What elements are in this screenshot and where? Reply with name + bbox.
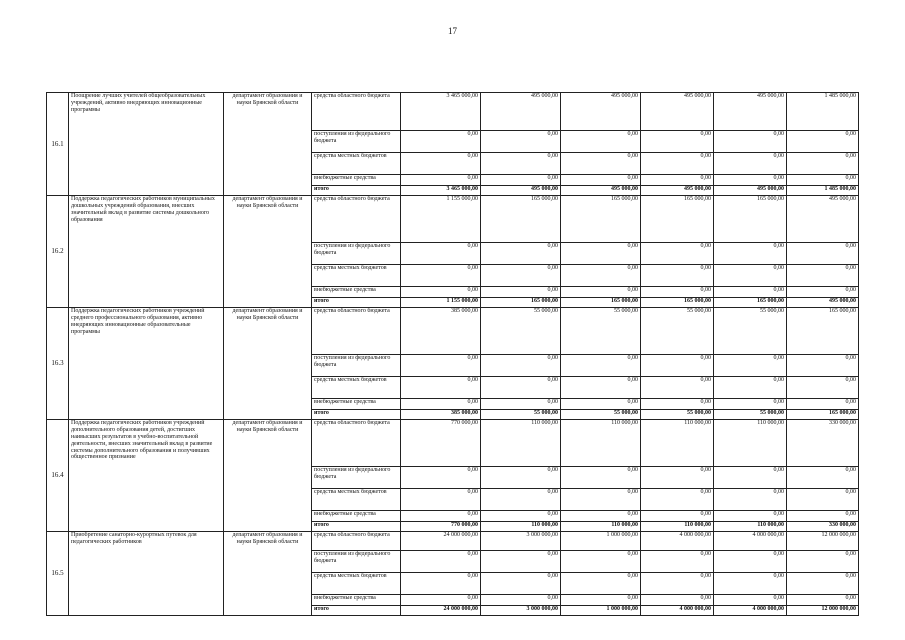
amount-cell: 0,00: [787, 377, 859, 399]
amount-cell: 0,00: [714, 243, 787, 265]
amount-cell: 1 000 000,00: [561, 606, 641, 616]
amount-cell: 55 000,00: [561, 308, 641, 355]
funding-source-label: средства местных бюджетов: [312, 265, 401, 287]
amount-cell: 0,00: [641, 265, 714, 287]
amount-cell: 55 000,00: [714, 308, 787, 355]
amount-cell: 0,00: [641, 511, 714, 522]
amount-cell: 0,00: [787, 399, 859, 410]
amount-cell: 24 000 000,00: [401, 532, 481, 551]
funding-source-label: внебюджетные средства: [312, 287, 401, 298]
total-label: итого: [312, 186, 401, 196]
table-row: [47, 420, 859, 467]
amount-cell: 55 000,00: [481, 308, 561, 355]
amount-cell: 0,00: [714, 467, 787, 489]
amount-cell: 0,00: [714, 551, 787, 573]
funding-source-label: средства областного бюджета: [312, 93, 401, 131]
amount-cell: 110 000,00: [481, 522, 561, 532]
amount-cell: 0,00: [641, 551, 714, 573]
amount-cell: 770 000,00: [401, 522, 481, 532]
amount-cell: 0,00: [641, 467, 714, 489]
amount-cell: 0,00: [714, 399, 787, 410]
amount-cell: 0,00: [714, 265, 787, 287]
amount-cell: 55 000,00: [641, 308, 714, 355]
amount-cell: 0,00: [714, 287, 787, 298]
amount-cell: 0,00: [401, 595, 481, 606]
item-number: 16.2: [47, 196, 69, 308]
amount-cell: 0,00: [714, 573, 787, 595]
amount-cell: 0,00: [481, 131, 561, 153]
amount-cell: 770 000,00: [401, 420, 481, 467]
amount-cell: 0,00: [641, 131, 714, 153]
amount-cell: 0,00: [401, 153, 481, 175]
responsible-executor: департамент образования и науки Брянской области: [224, 196, 312, 308]
amount-cell: 110 000,00: [714, 420, 787, 467]
amount-cell: 0,00: [787, 551, 859, 573]
amount-cell: 0,00: [401, 489, 481, 511]
amount-cell: 385 000,00: [401, 308, 481, 355]
amount-cell: 0,00: [561, 551, 641, 573]
funding-source-label: внебюджетные средства: [312, 399, 401, 410]
amount-cell: 0,00: [561, 153, 641, 175]
amount-cell: 0,00: [481, 551, 561, 573]
table-row: [47, 532, 859, 551]
amount-cell: 0,00: [481, 399, 561, 410]
amount-cell: 4 000 000,00: [714, 532, 787, 551]
amount-cell: 0,00: [714, 377, 787, 399]
amount-cell: 0,00: [641, 355, 714, 377]
amount-cell: 0,00: [641, 377, 714, 399]
budget-table: [46, 92, 859, 616]
amount-cell: 0,00: [561, 131, 641, 153]
amount-cell: 0,00: [561, 489, 641, 511]
table-row: [47, 196, 859, 243]
amount-cell: 110 000,00: [561, 420, 641, 467]
amount-cell: 165 000,00: [714, 196, 787, 243]
funding-source-label: средства областного бюджета: [312, 532, 401, 551]
amount-cell: 0,00: [481, 153, 561, 175]
amount-cell: 4 000 000,00: [641, 532, 714, 551]
amount-cell: 495 000,00: [787, 298, 859, 308]
amount-cell: 0,00: [714, 131, 787, 153]
amount-cell: 12 000 000,00: [787, 532, 859, 551]
funding-source-label: поступления из федерального бюджета: [312, 355, 401, 377]
amount-cell: 0,00: [787, 489, 859, 511]
amount-cell: 0,00: [481, 511, 561, 522]
amount-cell: 1 485 000,00: [787, 93, 859, 131]
amount-cell: 0,00: [401, 131, 481, 153]
amount-cell: 0,00: [401, 377, 481, 399]
amount-cell: 0,00: [714, 511, 787, 522]
amount-cell: 12 000 000,00: [787, 606, 859, 616]
amount-cell: 24 000 000,00: [401, 606, 481, 616]
amount-cell: 1 155 000,00: [401, 196, 481, 243]
amount-cell: 0,00: [401, 243, 481, 265]
item-name: Поддержка педагогических работников муниципальных дошкольных учреждений образования, внесших значительный вклад в развитие системы дошкольного образования: [69, 196, 224, 308]
amount-cell: 110 000,00: [714, 522, 787, 532]
table-row: [47, 308, 859, 355]
amount-cell: 0,00: [561, 377, 641, 399]
item-number: 16.3: [47, 308, 69, 420]
funding-source-label: внебюджетные средства: [312, 595, 401, 606]
amount-cell: 0,00: [641, 153, 714, 175]
funding-source-label: средства местных бюджетов: [312, 153, 401, 175]
amount-cell: 1 485 000,00: [787, 186, 859, 196]
amount-cell: 0,00: [561, 265, 641, 287]
funding-source-label: поступления из федерального бюджета: [312, 467, 401, 489]
funding-source-label: поступления из федерального бюджета: [312, 551, 401, 573]
funding-source-label: средства местных бюджетов: [312, 377, 401, 399]
amount-cell: 0,00: [787, 467, 859, 489]
amount-cell: 0,00: [561, 287, 641, 298]
amount-cell: 165 000,00: [714, 298, 787, 308]
amount-cell: 495 000,00: [641, 93, 714, 131]
item-number: 16.5: [47, 532, 69, 616]
amount-cell: 0,00: [641, 573, 714, 595]
responsible-executor: департамент образования и науки Брянской области: [224, 308, 312, 420]
amount-cell: 3 000 000,00: [481, 532, 561, 551]
funding-source-label: средства местных бюджетов: [312, 573, 401, 595]
amount-cell: 3 465 000,00: [401, 186, 481, 196]
responsible-executor: департамент образования и науки Брянской области: [224, 532, 312, 616]
amount-cell: 0,00: [561, 243, 641, 265]
amount-cell: 0,00: [481, 243, 561, 265]
amount-cell: 0,00: [714, 153, 787, 175]
amount-cell: 495 000,00: [481, 93, 561, 131]
amount-cell: 1 155 000,00: [401, 298, 481, 308]
amount-cell: 0,00: [787, 287, 859, 298]
amount-cell: 0,00: [641, 175, 714, 186]
amount-cell: 0,00: [561, 355, 641, 377]
funding-source-label: средства областного бюджета: [312, 308, 401, 355]
amount-cell: 0,00: [641, 595, 714, 606]
amount-cell: 0,00: [787, 573, 859, 595]
total-label: итого: [312, 606, 401, 616]
amount-cell: 0,00: [481, 377, 561, 399]
item-name: Поддержка педагогических работников учреждений дополнительного образования детей, достигших наивысших результатов в учебно-воспитательной деятельности, внесших значительный вклад в развитие системы дополнительного образования и получивших общественное признание: [69, 420, 224, 532]
funding-source-label: внебюджетные средства: [312, 511, 401, 522]
amount-cell: 55 000,00: [714, 410, 787, 420]
amount-cell: 110 000,00: [481, 420, 561, 467]
amount-cell: 0,00: [401, 265, 481, 287]
amount-cell: 0,00: [481, 287, 561, 298]
amount-cell: 330 000,00: [787, 420, 859, 467]
amount-cell: 110 000,00: [641, 420, 714, 467]
total-label: итого: [312, 410, 401, 420]
funding-source-label: внебюджетные средства: [312, 175, 401, 186]
amount-cell: 495 000,00: [481, 186, 561, 196]
amount-cell: 3 000 000,00: [481, 606, 561, 616]
amount-cell: 385 000,00: [401, 410, 481, 420]
amount-cell: 0,00: [787, 131, 859, 153]
amount-cell: 55 000,00: [481, 410, 561, 420]
amount-cell: 0,00: [714, 489, 787, 511]
amount-cell: 165 000,00: [561, 298, 641, 308]
amount-cell: 0,00: [714, 175, 787, 186]
item-number: 16.1: [47, 93, 69, 196]
amount-cell: 0,00: [787, 243, 859, 265]
amount-cell: 0,00: [787, 511, 859, 522]
item-name: Приобретение санаторно-курортных путевок для педагогических работников: [69, 532, 224, 616]
responsible-executor: департамент образования и науки Брянской области: [224, 420, 312, 532]
amount-cell: 0,00: [561, 399, 641, 410]
amount-cell: 4 000 000,00: [714, 606, 787, 616]
amount-cell: 0,00: [481, 489, 561, 511]
amount-cell: 0,00: [787, 265, 859, 287]
amount-cell: 0,00: [401, 467, 481, 489]
amount-cell: 0,00: [641, 399, 714, 410]
amount-cell: 0,00: [401, 287, 481, 298]
amount-cell: 3 465 000,00: [401, 93, 481, 131]
amount-cell: 0,00: [561, 573, 641, 595]
amount-cell: 0,00: [481, 265, 561, 287]
amount-cell: 0,00: [481, 467, 561, 489]
amount-cell: 0,00: [561, 467, 641, 489]
amount-cell: 0,00: [787, 153, 859, 175]
amount-cell: 165 000,00: [481, 196, 561, 243]
amount-cell: 0,00: [787, 355, 859, 377]
amount-cell: 0,00: [561, 175, 641, 186]
funding-source-label: поступления из федерального бюджета: [312, 243, 401, 265]
amount-cell: 0,00: [787, 175, 859, 186]
amount-cell: 165 000,00: [641, 298, 714, 308]
item-name: Поощрение лучших учителей общеобразовательных учреждений, активно внедряющих инновационные программы: [69, 93, 224, 196]
amount-cell: 0,00: [401, 573, 481, 595]
amount-cell: 0,00: [641, 489, 714, 511]
amount-cell: 0,00: [561, 595, 641, 606]
amount-cell: 0,00: [401, 511, 481, 522]
budget-table-body: [47, 93, 859, 616]
amount-cell: 165 000,00: [641, 196, 714, 243]
amount-cell: 165 000,00: [561, 196, 641, 243]
amount-cell: 0,00: [481, 175, 561, 186]
amount-cell: 495 000,00: [714, 186, 787, 196]
responsible-executor: департамент образования и науки Брянской области: [224, 93, 312, 196]
amount-cell: 0,00: [401, 175, 481, 186]
amount-cell: 0,00: [481, 595, 561, 606]
funding-source-label: средства областного бюджета: [312, 196, 401, 243]
amount-cell: 0,00: [787, 595, 859, 606]
total-label: итого: [312, 298, 401, 308]
amount-cell: 1 000 000,00: [561, 532, 641, 551]
amount-cell: 0,00: [641, 287, 714, 298]
amount-cell: 330 000,00: [787, 522, 859, 532]
amount-cell: 110 000,00: [561, 522, 641, 532]
amount-cell: 110 000,00: [641, 522, 714, 532]
item-number: 16.4: [47, 420, 69, 532]
amount-cell: 55 000,00: [561, 410, 641, 420]
amount-cell: 0,00: [401, 551, 481, 573]
total-label: итого: [312, 522, 401, 532]
funding-source-label: поступления из федерального бюджета: [312, 131, 401, 153]
item-name: Поддержка педагогических работников учреждений среднего профессионального образования, активно внедряющих инновационные образовательные программы: [69, 308, 224, 420]
table-row: [47, 93, 859, 131]
amount-cell: 0,00: [641, 243, 714, 265]
amount-cell: 165 000,00: [481, 298, 561, 308]
amount-cell: 0,00: [714, 355, 787, 377]
amount-cell: 4 000 000,00: [641, 606, 714, 616]
amount-cell: 55 000,00: [641, 410, 714, 420]
amount-cell: 0,00: [561, 511, 641, 522]
amount-cell: 495 000,00: [561, 93, 641, 131]
funding-source-label: средства областного бюджета: [312, 420, 401, 467]
amount-cell: 0,00: [481, 355, 561, 377]
amount-cell: 0,00: [714, 595, 787, 606]
amount-cell: 0,00: [401, 399, 481, 410]
amount-cell: 495 000,00: [787, 196, 859, 243]
amount-cell: 0,00: [481, 573, 561, 595]
amount-cell: 0,00: [401, 355, 481, 377]
amount-cell: 495 000,00: [561, 186, 641, 196]
amount-cell: 165 000,00: [787, 308, 859, 355]
page-number: 17: [448, 26, 457, 36]
funding-source-label: средства местных бюджетов: [312, 489, 401, 511]
amount-cell: 495 000,00: [641, 186, 714, 196]
amount-cell: 165 000,00: [787, 410, 859, 420]
amount-cell: 495 000,00: [714, 93, 787, 131]
